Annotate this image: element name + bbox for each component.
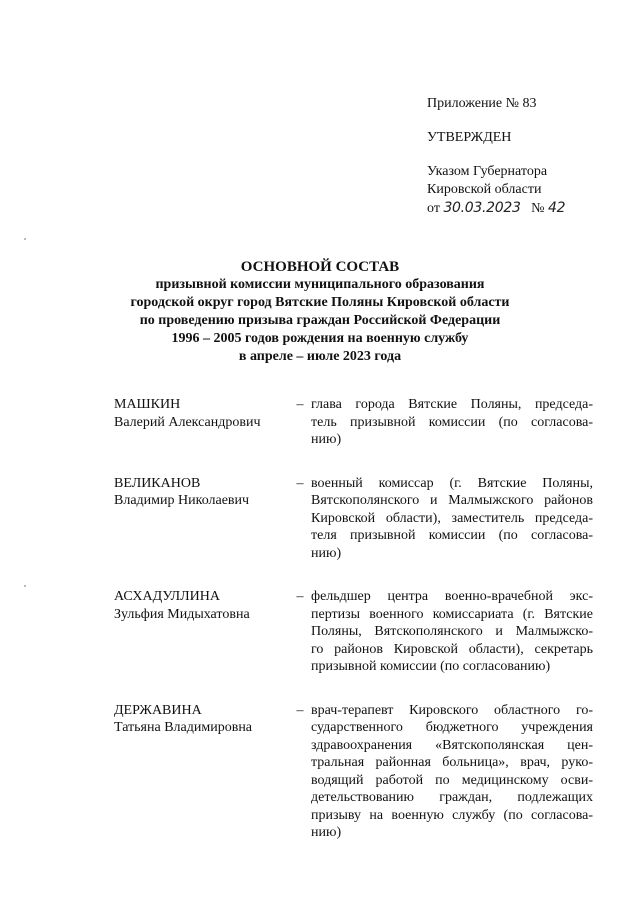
member-name	[114, 396, 289, 431]
scan-speck	[24, 238, 26, 240]
member-given-names: Валерий Александрович	[114, 414, 261, 430]
decree-date-line	[427, 199, 627, 218]
title-line: призывной комиссии муниципального образования	[155, 277, 485, 292]
role-line: водящий работой по медицинскому осви-	[311, 772, 593, 788]
role-line: здравоохранения «Вятскополянская цен-	[311, 737, 593, 753]
role-line: пертизы военного комиссариата (г. Вятские	[311, 606, 593, 622]
member-name	[114, 702, 289, 737]
role-line: фельдшер центра военно-врачебной экс-	[311, 589, 593, 604]
member-entry	[114, 702, 604, 842]
decree-number-handwritten: 42	[547, 200, 566, 216]
decree-number-label: №	[531, 201, 545, 216]
member-dash: –	[296, 589, 304, 604]
role-line: детельствованию граждан, подлежащих	[311, 790, 593, 805]
role-line: го районов Кировской области), секретарь	[311, 641, 593, 657]
role-line: сударственного бюджетного учреждения	[311, 720, 593, 735]
decree-from-label: от	[427, 201, 440, 216]
title-line: городской округ город Вятские Поляны Кировской области	[130, 295, 510, 310]
member-dash: –	[296, 702, 304, 718]
role-line: теля призывной комиссии (по согласова-	[311, 528, 593, 543]
role-line: тральная районная больница», врач, руко-	[311, 755, 593, 770]
member-entry	[114, 588, 604, 676]
role-line: Кировской области), заместитель председа-	[311, 510, 593, 526]
member-role	[311, 475, 593, 563]
role-line: глава города Вятские Поляны, председа-	[311, 397, 593, 412]
member-surname: ДЕРЖАВИНА	[114, 702, 202, 718]
role-line: военный комиссар (г. Вятские Поляны,	[311, 475, 593, 491]
member-entry	[114, 396, 604, 449]
member-role	[311, 702, 593, 842]
member-dash: –	[296, 397, 304, 412]
role-line: призыву на военную службу (по согласова-	[311, 807, 593, 823]
approval-block	[427, 95, 627, 218]
title-main: ОСНОВНОЙ СОСТАВ	[240, 259, 400, 275]
approved-label: УТВЕРЖДЕН	[427, 130, 512, 145]
decree-line-2: Кировской области	[427, 182, 542, 197]
scan-speck	[24, 585, 26, 587]
role-line: призывной комиссии (по согласованию)	[311, 659, 551, 674]
role-line: нию)	[311, 545, 342, 561]
member-surname: ВЕЛИКАНОВ	[114, 475, 201, 491]
appendix-number: Приложение № 83	[427, 96, 537, 111]
member-given-names: Владимир Николаевич	[114, 493, 250, 508]
role-line: Вятскополянского и Малмыжского районов	[311, 493, 593, 508]
member-role	[311, 588, 593, 676]
member-surname: МАШКИН	[114, 397, 181, 412]
member-name	[114, 588, 289, 623]
member-name	[114, 475, 289, 510]
member-given-names: Татьяна Владимировна	[114, 720, 253, 735]
title-line: по проведению призыва граждан Российской Федерации	[139, 313, 501, 328]
title-line: 1996 – 2005 годов рождения на военную службу	[171, 331, 469, 346]
decree-date-handwritten: 30.03.2023	[443, 200, 521, 216]
decree-line-1: Указом Губернатора	[427, 164, 548, 179]
role-line: врач-терапевт Кировского областного го-	[311, 702, 593, 718]
member-given-names: Зульфия Мидыхатовна	[114, 606, 250, 622]
role-line: нию)	[311, 825, 342, 840]
role-line: Поляны, Вятскополянского и Малмыжско-	[311, 624, 593, 639]
member-surname: АСХАДУЛЛИНА	[114, 589, 220, 604]
member-role	[311, 396, 593, 449]
document-title	[80, 258, 560, 366]
member-dash: –	[296, 475, 304, 491]
role-line: тель призывной комиссии (по согласова-	[311, 414, 593, 430]
member-entry	[114, 475, 604, 563]
commission-members-list	[114, 396, 604, 842]
role-line: нию)	[311, 432, 342, 447]
title-line: в апреле – июле 2023 года	[238, 349, 402, 364]
